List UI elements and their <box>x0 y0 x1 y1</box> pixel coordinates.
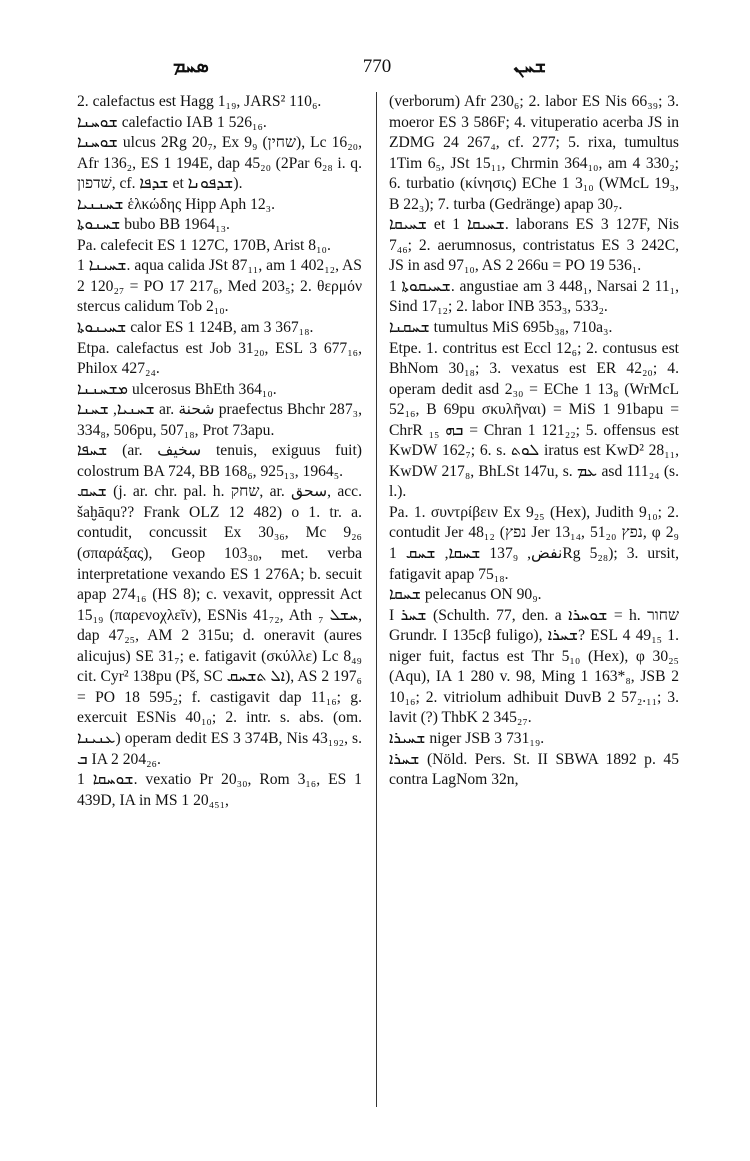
dictionary-entry: ܫܚܢܘܬܐ bubo BB 1964₁₃. <box>77 216 230 234</box>
dictionary-entry: ܫܚܝܪܐ niger JSB 3 731₁₉. <box>389 729 545 747</box>
page-number: 770 <box>362 56 392 77</box>
header-right-catchword: ܫܚܢ <box>513 56 546 77</box>
dictionary-entry: Pa. 1. συντρίβειν Ex 9₂₅ (Hex), Judith 9₁₀; 2. contudit Jer 48₁₂ (נפץ Jer 13₁₄, 51₂₀ נפץ, φ 2₉ نفض, 137₉ ܫܚܩܐ, ܫܚܩ 1Rg 5₂₈); 3. ursit, fatigavit apap 75₁₈. <box>389 503 679 583</box>
dictionary-entry: Etpe. 1. contritus est Eccl 12₆; 2. contusus est BhNom 30₁₈; 3. vexatus est ER 42₂₀; 4. operam dedit asd 2₃₀ = EChe 1 13₈ (WrMcL 52₁₆, B 69pu σκυλῆναι) = MiS 1 91bapu = ChrR ܒܗ ₁₅ = Chran 1 121₂₂; 5. offensus est KwDW 162₇; 6. s. ܠܘܬ iratus est KwD² 28₁₁, KwDW 217₈, BhLSt 147u, s. ܥܡ asd 111₂₄ (s. l.). <box>389 339 679 501</box>
dictionary-entry: ܫܚܝܩܘܬܐ 1. angustiae am 3 448₁, Narsai 2 11₁, Sind 17₁₂; 2. labor INB 353₃, 533₂. <box>389 277 679 316</box>
header-left-catchword: ܣܚܡ <box>173 56 209 77</box>
dictionary-entry: ܡܫܚܢܢܐ ulcerosus BhEth 364₁₀. <box>77 380 277 398</box>
right-column <box>389 92 679 791</box>
column-divider <box>376 92 377 1107</box>
dictionary-entry: Pa. calefecit ES 1 127C, 170B, Arist 8₁₀. <box>77 236 331 254</box>
dictionary-entry: ܫܚܝܩܐ et ܫܚܝܩܐ 1. laborans ES 3 127F, Nis 7₄₆; 2. aerumnosus, contristatus ES 3 242C, JS in asd 97₁₀, AS 2 266u = PO 19 536₁. <box>389 216 680 275</box>
dictionary-entry: ܫܚܩܢܐ tumultus MiS 695b₃₈, 710a₃. <box>389 319 613 337</box>
dictionary-entry: ܫܘܚܢܐ ulcus 2Rg 20₇, Ex 9₉ (שחין), Lc 16₂₀, Afr 136₂, ES 1 194E, dap 45₂₀ (2Par 6₂₈ i. q. שׁדפון, cf. ܫܕܦܐ et ܫܕܦܘܢܐ). <box>77 134 363 193</box>
dictionary-entry: ܫܘܚܩܐ 1. vexatio Pr 20₃₀, Rom 3₁₆, ES 1 439D, IA in MS 1 20₄₅₁, <box>77 771 362 809</box>
dictionary-entry: I ܫܚܪ (Schulth. 77, den. a ܫܘܚܪܐ = h. שחור Grundr. I 135cβ fuligo), ܫܚܪܐ? ESL 4 49₁₅ 1. niger fuit, factus est Thr 5₁₀ (Hex), φ 30₂₅ (Aqu), IA 1 280 v. 98, Ming 1 163*₈, JSB 2 10₁₆; 2. vitriolum adhibuit DuvB 2 57₂.₁₁; 3. lavit (?) ThbK 2 345₂₇. <box>389 606 680 727</box>
dictionary-entry: 2. calefactus est Hagg 1₁₉, JARS² 110₆. <box>77 93 322 110</box>
dictionary-entry: ܫܚܝܢܘܬܐ calor ES 1 124B, am 3 367₁₈. <box>77 319 314 337</box>
dictionary-entry: ܫܚܩ (j. ar. chr. pal. h. שחק, ar. سحق, acc. šaḫāqu?? Frank OLZ 12 482) o 1. tr. a. contudit, concussit Ex 30₃₆, Mc 9₂₆ (σπαράξας), Geop 103₃₀, met. verba interpretatione vexando ES 1 276A; b. secuit apap 274₁₆ (HS 8); c. vexavit, oppressit Act 15₁₉ (παρενοχλεῖν), ESNis 41₇₂, Ath ܚܫܠ ₇, dap 47₂₅, AM 2 315u; d. oneravit (aures alicujus) SE 31₇; e. fatigavit (σκύλλε) Lc 8₄₉ cit. Cyr² 138pu (Pš, SC ܐܠ ܬܫܚܩ), AS 2 197₆ = PO 18 595₂; f. castigavit dap 11₁₆; g. exercuit ESNis 40₁₀; 2. intr. s. abs. (om. ܥܢܝܢܐ) operam dedit ES 3 374B, Nis 43₁₉₂, s. ܒ IA 2 204₂₆. <box>77 483 362 768</box>
dictionary-entry: ܫܚܢܢܝܐ ἑλκώδης Hipp Aph 12₃. <box>77 195 275 213</box>
dictionary-entry: (verborum) Afr 230₆; 2. labor ES Nis 66₃₉; 3. moeror ES 3 586F; 4. vituperatio acerba JS in ZDMG 24 267₄, cf. 277; 5. rixa, tumultus 1Tim 6₅, JSt 15₁₁, Chrmin 364₁₀, am 4 330₂; 6. turbatio (κίνησις) EChe 1 3₁₀ (WMcL 19₃, B 22₃); 7. turba (Gedränge) apap 30₇. <box>389 93 679 213</box>
running-header <box>78 56 676 82</box>
dictionary-entry: ܫܚܩܐ pelecanus ON 90₉. <box>389 586 542 604</box>
dictionary-entry: ܫܚܝܢܐ 1. aqua calida JSt 87₁₁, am 1 402₁₂, AS 2 120₂₇ = PO 17 217₆, Med 203₅; 2. θερμόν stercus calidum Tob 2₁₀. <box>77 257 362 316</box>
dictionary-entry: ܫܚܪܐ (Nöld. Pers. St. II SBWA 1892 p. 45 contra LagNom 32n, <box>389 750 679 789</box>
dictionary-entry: Etpa. calefactus est Job 31₂₀, ESL 3 677₁₆, Philox 427₂₄. <box>77 339 362 378</box>
dictionary-entry: ܫܚܢܝܐ, ܫܚܢܐ ar. شحنة praefectus Bhchr 287₃, 334₈, 506pu, 507₁₈, Prot 73apu. <box>77 401 362 439</box>
left-column <box>77 92 362 811</box>
dictionary-entry: ܫܘܚܢܐ calefactio IAB 1 526₁₆. <box>77 113 267 131</box>
dictionary-entry: ܫܚܦܐ (ar. سخيف tenuis, exiguus fuit) colostrum BA 724, BB 168₆, 925₁₃, 1964₅. <box>77 442 362 480</box>
